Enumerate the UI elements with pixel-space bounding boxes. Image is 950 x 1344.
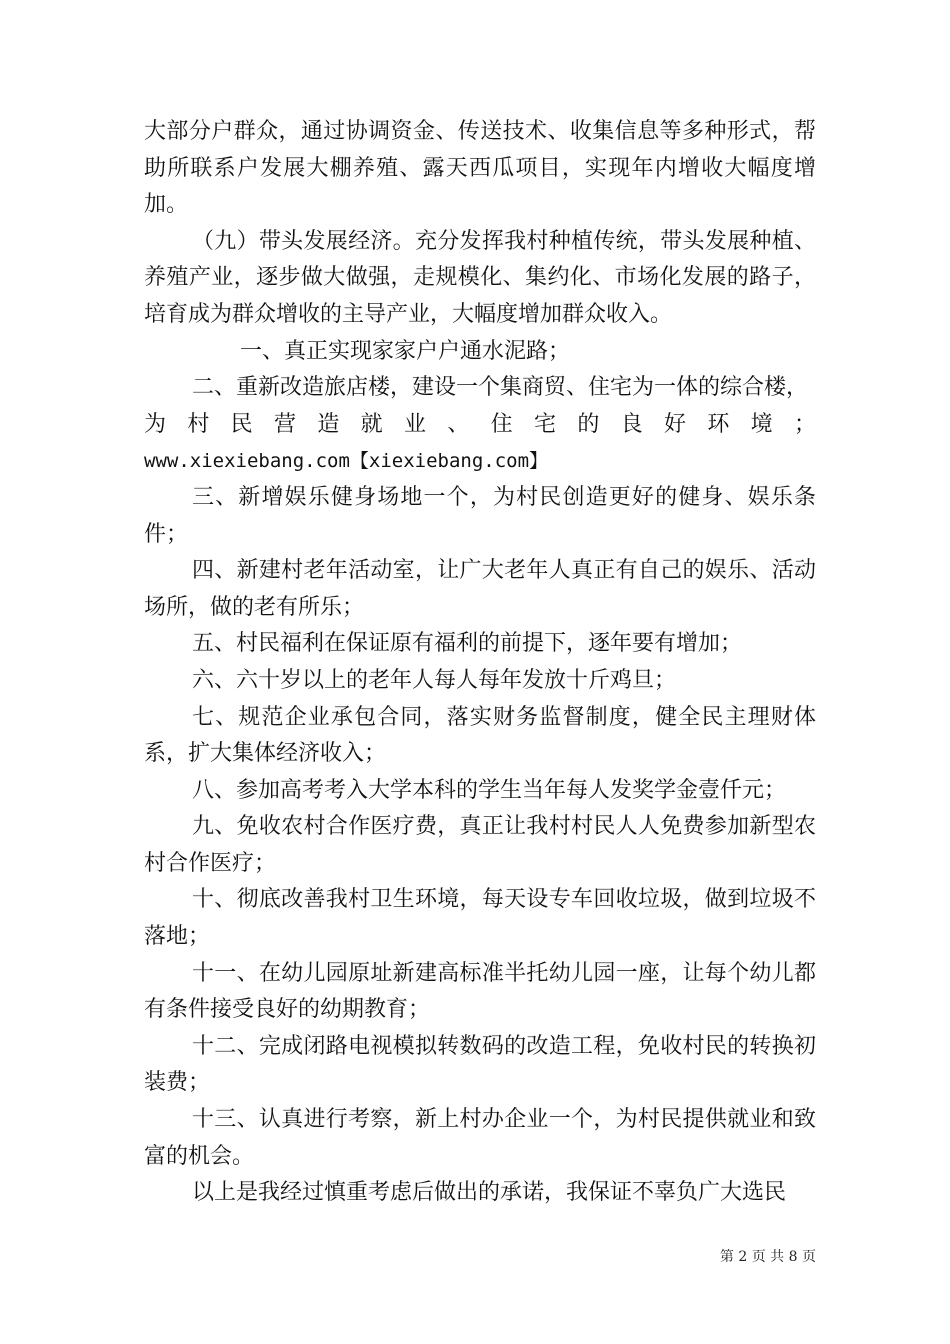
paragraph-pledge-3: 三、新增娱乐健身场地一个，为村民创造更好的健身、娱乐条件； [144, 484, 816, 547]
paragraph-closing: 以上是我经过慎重考虑后做出的承诺，我保证不辜负广大选民 [192, 1180, 787, 1206]
paragraph-pledge-4: 四、新建村老年活动室，让广大老年人真正有自己的娱乐、活动场所，做的老有所乐； [144, 558, 816, 620]
paragraph-pledge-11: 十一、在幼儿园原址新建高标准半托幼儿园一座，让每个幼儿都有条件接受良好的幼期教育； [144, 960, 816, 1023]
paragraph-pledge-5: 五、村民福利在保证原有福利的前提下，逐年要有增加； [192, 631, 743, 657]
paragraph-item-9: （九）带头发展经济。充分发挥我村种植传统，带头发展种植、养殖产业，逐步做大做强，走规模化、集约化、市场化发展的路子，培育成为群众增收的主导产业，大幅度增加群众收入。 [144, 228, 816, 327]
watermark-link-text: www.xiexiebang.com【xiexiebang.com】 [144, 450, 549, 473]
paragraph-pledge-2-cont: 为村民营造就业、住宅的良好环境； [144, 411, 816, 437]
page-number-footer: 第 2 页 共 8 页 [719, 1249, 816, 1265]
paragraph-pledge-6: 六、六十岁以上的老年人每人每年发放十斤鸡旦； [192, 667, 677, 693]
document-body [144, 114, 816, 1212]
paragraph-pledge-13: 十三、认真进行考察，新上村办企业一个，为村民提供就业和致富的机会。 [144, 1107, 816, 1169]
paragraph-pledge-9: 九、免收农村合作医疗费，真正让我村村民人人免费参加新型农村合作医疗； [144, 814, 816, 876]
paragraph-pledge-7: 七、规范企业承包合同，落实财务监督制度，健全民主理财体系，扩大集体经济收入； [144, 704, 816, 767]
paragraph-pledge-12: 十二、完成闭路电视模拟转数码的改造工程，免收村民的转换初装费； [144, 1033, 816, 1096]
paragraph-pledge-2: 二、重新改造旅店楼，建设一个集商贸、住宅为一体的综合楼， [192, 375, 809, 401]
paragraph-continuation: 大部分户群众，通过协调资金、传送技术、收集信息等多种形式，帮助所联系户发展大棚养殖、露天西瓜项目，实现年内增收大幅度增加。 [144, 119, 816, 218]
paragraph-pledge-10: 十、彻底改善我村卫生环境，每天设专车回收垃圾，做到垃圾不落地； [144, 887, 816, 950]
paragraph-pledge-1: 一、真正实现家家户户通水泥路； [240, 338, 571, 364]
paragraph-pledge-8: 八、参加高考考入大学本科的学生当年每人发奖学金壹仟元； [192, 777, 787, 803]
